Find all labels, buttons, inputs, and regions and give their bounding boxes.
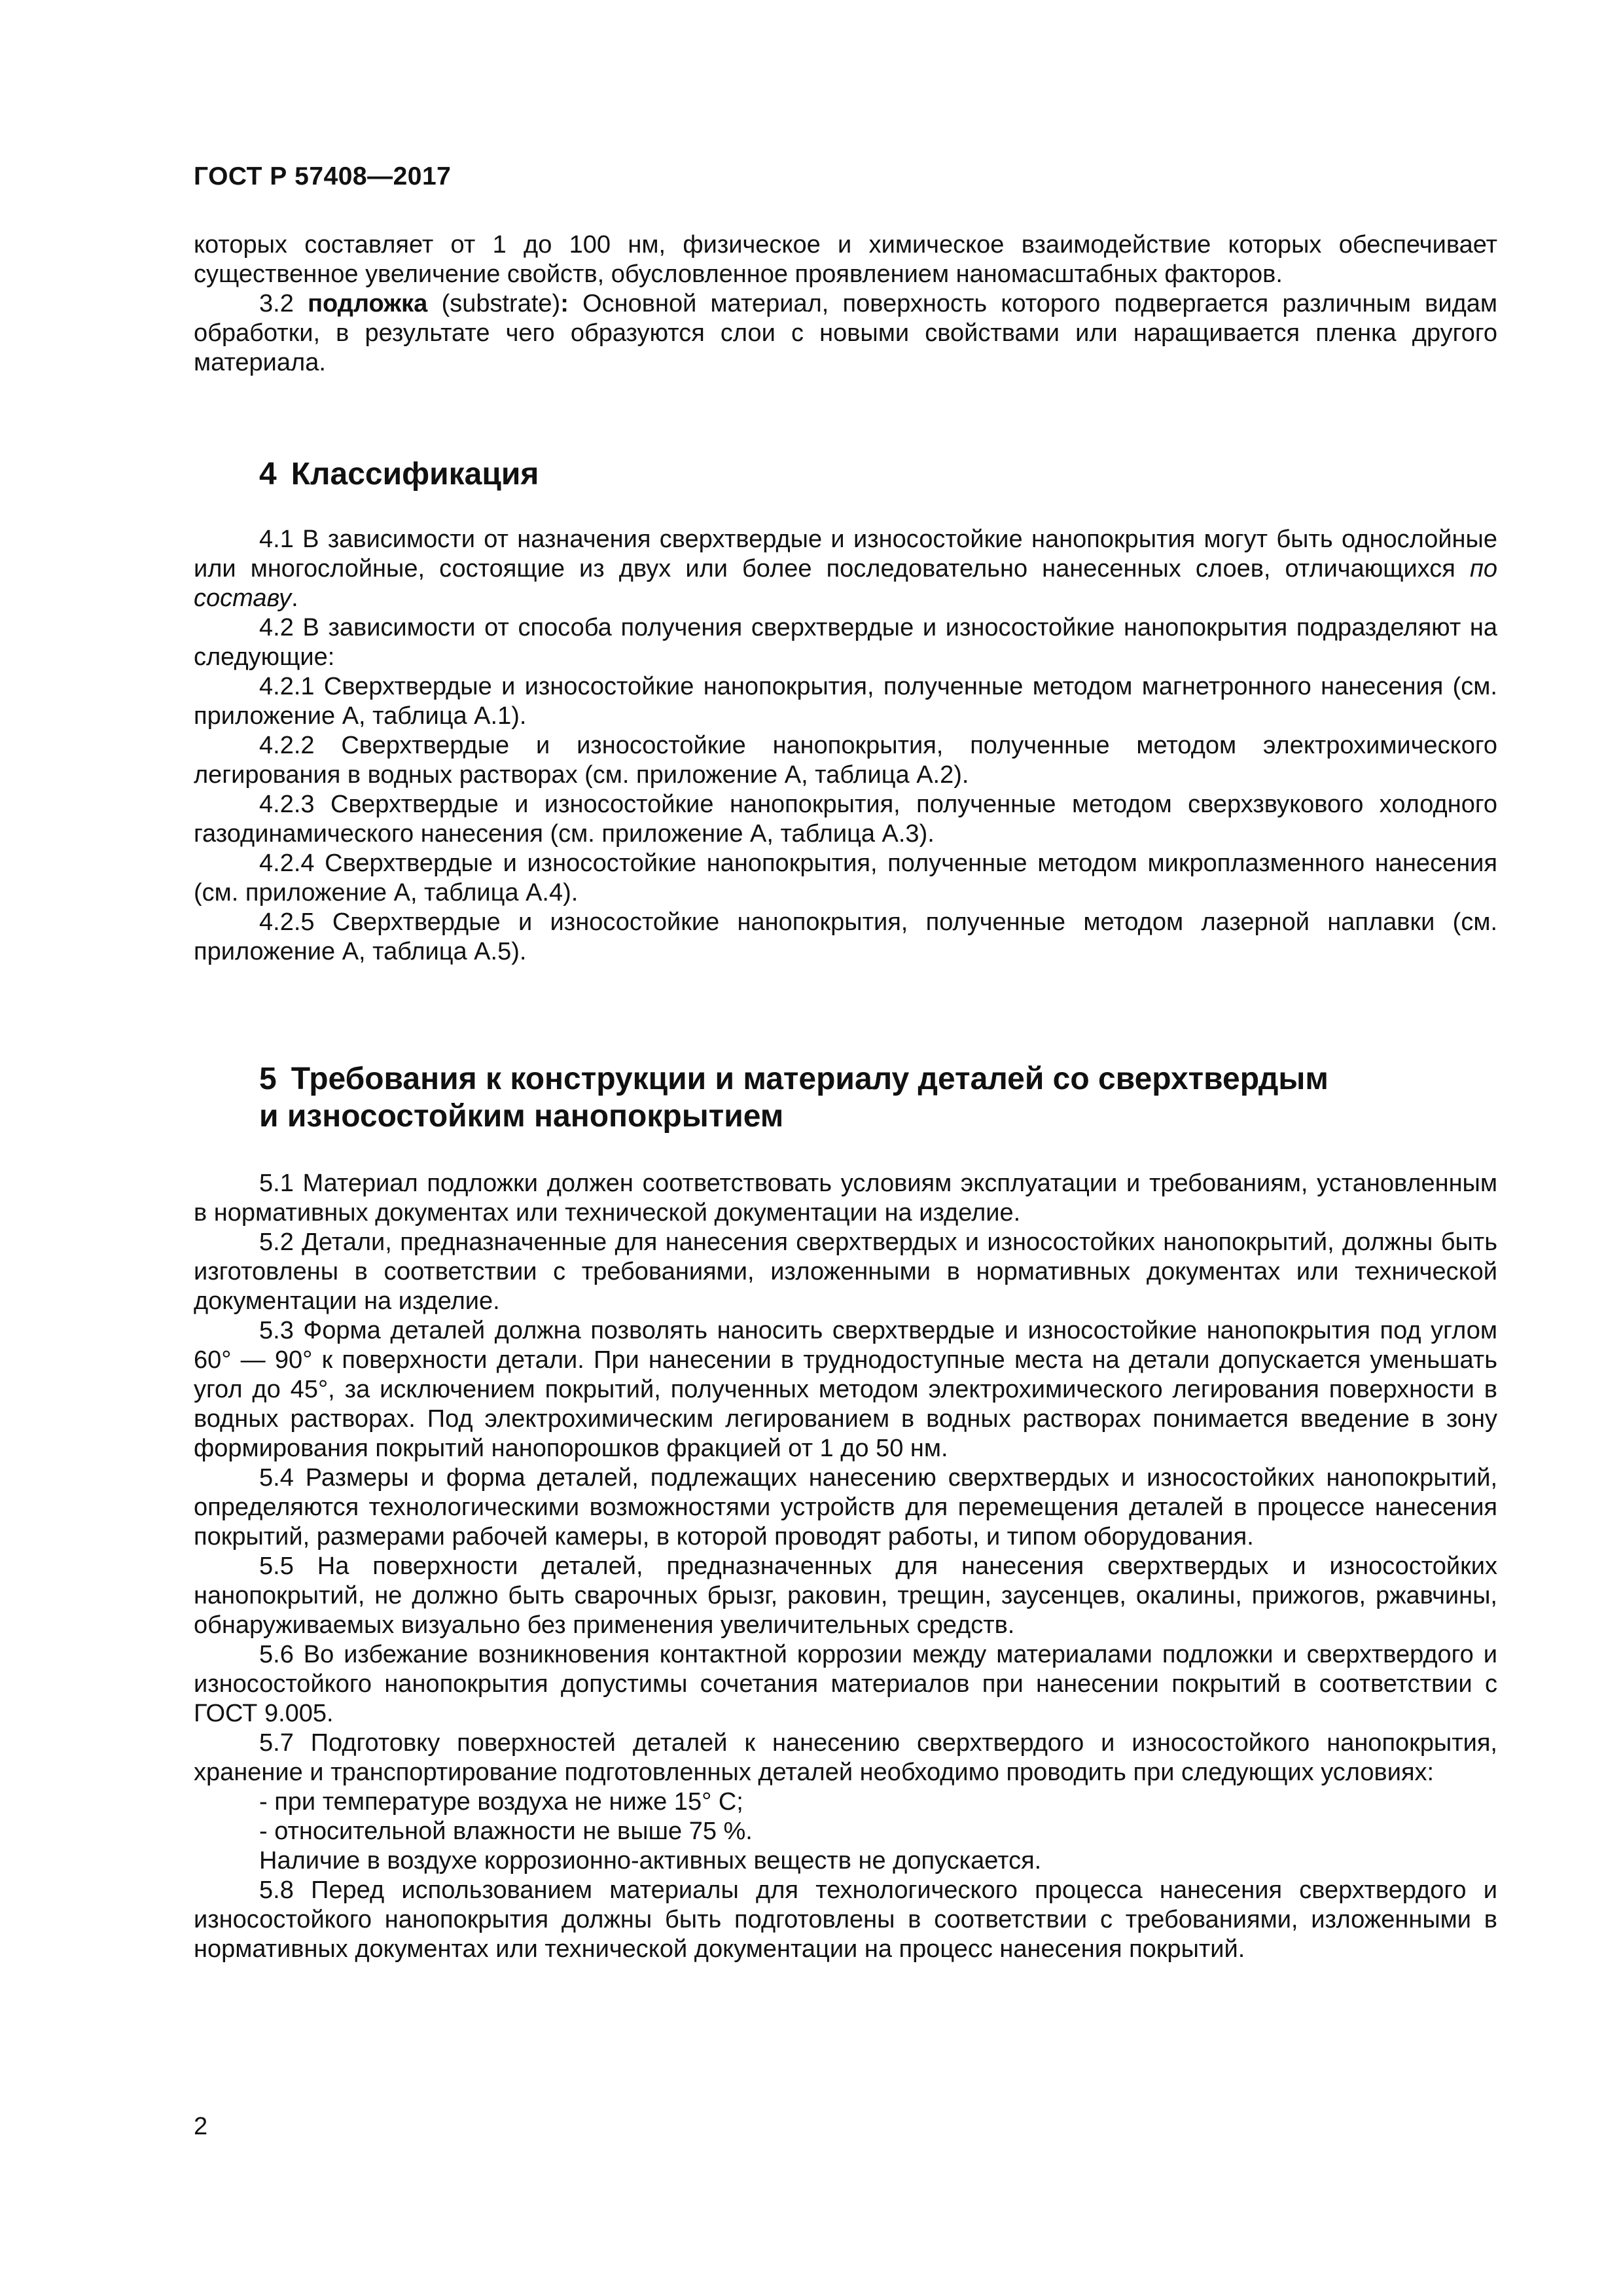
paragraph-4-2-5: 4.2.5 Сверхтвердые и износостойкие нанопокрытия, полученные методом лазерной наплавки (см. приложение А, таблица А.5). xyxy=(194,908,1497,965)
section-number: 5 xyxy=(259,1062,277,1096)
paragraph-4-2-4: 4.2.4 Сверхтвердые и износостойкие нанопокрытия, полученные методом микроплазменного нанесения (см. приложение А, таблица А.4). xyxy=(194,850,1497,906)
section-number: 4 xyxy=(259,457,277,492)
section-title-line-2: и износостойким нанопокрытием xyxy=(259,1099,784,1134)
paragraph-4-2-2: 4.2.2 Сверхтвердые и износостойкие нанопокрытия, полученные методом электрохимического легирования в водных растворах (см. приложение А, таблица А.2). xyxy=(194,732,1497,789)
paragraph-5-8: 5.8 Перед использованием материалы для технологического процесса нанесения сверхтвердого и износостойкого нанопокрытия должны быть подготовлены в соответствии с требованиями, изложенными в нормативных документах или технической документации на процесс нанесения покрытий. xyxy=(194,1876,1497,1963)
section-title: Классификация xyxy=(291,457,539,492)
clause-number: 3.2 xyxy=(259,290,294,317)
section-4-heading-block xyxy=(194,456,1497,493)
paragraph-5-4: 5.4 Размеры и форма деталей, подлежащих нанесению сверхтвердых и износостойких нанопокрытий, определяются технологическими возможностями устройств для перемещения деталей в процессе нанесения покрытий, размерами рабочей камеры, в которой проводят работы, и типом оборудования. xyxy=(194,1464,1497,1551)
section-4-body xyxy=(194,525,1497,967)
term-definition: Основной материал, поверхность которого подвергается различным видам обработки, в результате чего образуются слои с новыми свойствами или наращивается пленка другого материала. xyxy=(194,290,1498,376)
paragraph-5-2: 5.2 Детали, предназначенные для нанесения сверхтвердых и износостойких нанопокрытий, должны быть изготовлены в соответствии с требованиями, изложенными в нормативных документах или технической документации на изделие. xyxy=(194,1229,1497,1315)
section-5-heading xyxy=(194,1060,1497,1135)
section-title-line-1: Требования к конструкции и материалу деталей со сверхтвердым xyxy=(291,1062,1329,1096)
paragraph-4-2: 4.2 В зависимости от способа получения сверхтвердые и износостойкие нанопокрытия подразделяют на следующие: xyxy=(194,614,1497,671)
paragraph-5-5: 5.5 На поверхности деталей, предназначенных для нанесения сверхтвердых и износостойких нанопокрытий, не должно быть сварочных брызг, раковин, трещин, заусенцев, окалины, прижогов, ржавчины, обнаруживаемых визуально без применения увеличительных средств. xyxy=(194,1552,1497,1639)
section-5-body xyxy=(194,1169,1497,1964)
paragraph-3-2 xyxy=(194,289,1497,378)
page-number: 2 xyxy=(194,2113,208,2140)
section-5-heading-block xyxy=(194,1060,1497,1135)
paragraph-4-2-3: 4.2.3 Сверхтвердые и износостойкие нанопокрытия, полученные методом сверхзвукового холодного газодинамического нанесения (см. приложение А, таблица А.3). xyxy=(194,791,1497,848)
paragraph-5-1: 5.1 Материал подложки должен соответствовать условиям эксплуатации и требованиям, установленным в нормативных документах или технической документации на изделие. xyxy=(194,1170,1497,1227)
paragraph-5-3: 5.3 Форма деталей должна позволять наносить сверхтвердые и износостойкие нанопокрытия под углом 60° — 90° к поверхности детали. При нанесении в труднодоступные места на детали допускается уменьшать угол до 45°, за исключением покрытий, полученных методом электрохимического легирования поверхности в водных растворах. Под электрохимическим легированием в водных растворах понимается введение в зону формирования покрытий нанопорошков фракцией от 1 до 50 нм. xyxy=(194,1317,1497,1462)
paragraph-4-1 xyxy=(194,525,1497,613)
list-item-humidity: - относительной влажности не выше 75 %. xyxy=(259,1818,753,1845)
section-3-block xyxy=(194,230,1497,378)
section-4-heading xyxy=(194,456,1497,493)
paragraph-text: 4.1 В зависимости от назначения сверхтвердые и износостойкие нанопокрытия могут быть однослойные или многослойные, состоящие из двух или более последовательно нанесенных слоев, отличающихся xyxy=(194,526,1497,583)
paragraph-5-7: 5.7 Подготовку поверхностей деталей к нанесению сверхтвердого и износостойкого нанопокрытия, хранение и транспортирование подготовленных деталей необходимо проводить при следующих условиях: xyxy=(194,1729,1497,1786)
term-bold: подложка xyxy=(308,290,428,317)
italic-text: по составу xyxy=(194,555,1497,612)
paragraph-note: Наличие в воздухе коррозионно-активных веществ не допускается. xyxy=(259,1847,1042,1874)
term-colon: : xyxy=(560,290,569,317)
paragraph-end: . xyxy=(291,584,298,612)
term-english: (substrate) xyxy=(441,290,561,317)
document-header: ГОСТ Р 57408—2017 xyxy=(194,162,452,190)
paragraph-5-6: 5.6 Во избежание возникновения контактной коррозии между материалами подложки и сверхтвердого и износостойкого нанопокрытия допустимы сочетания материалов при нанесении покрытий в соответствии с ГОСТ 9.005. xyxy=(194,1641,1497,1727)
paragraph-4-2-1: 4.2.1 Сверхтвердые и износостойкие нанопокрытия, полученные методом магнетронного нанесения (см. приложение А, таблица А.1). xyxy=(194,673,1497,730)
paragraph-3-1-continuation: которых составляет от 1 до 100 нм, физическое и химическое взаимодействие которых обеспечивает существенное увеличение свойств, обусловленное проявлением наномасштабных факторов. xyxy=(194,231,1497,288)
list-item-temperature: - при температуре воздуха не ниже 15° С; xyxy=(259,1788,743,1816)
